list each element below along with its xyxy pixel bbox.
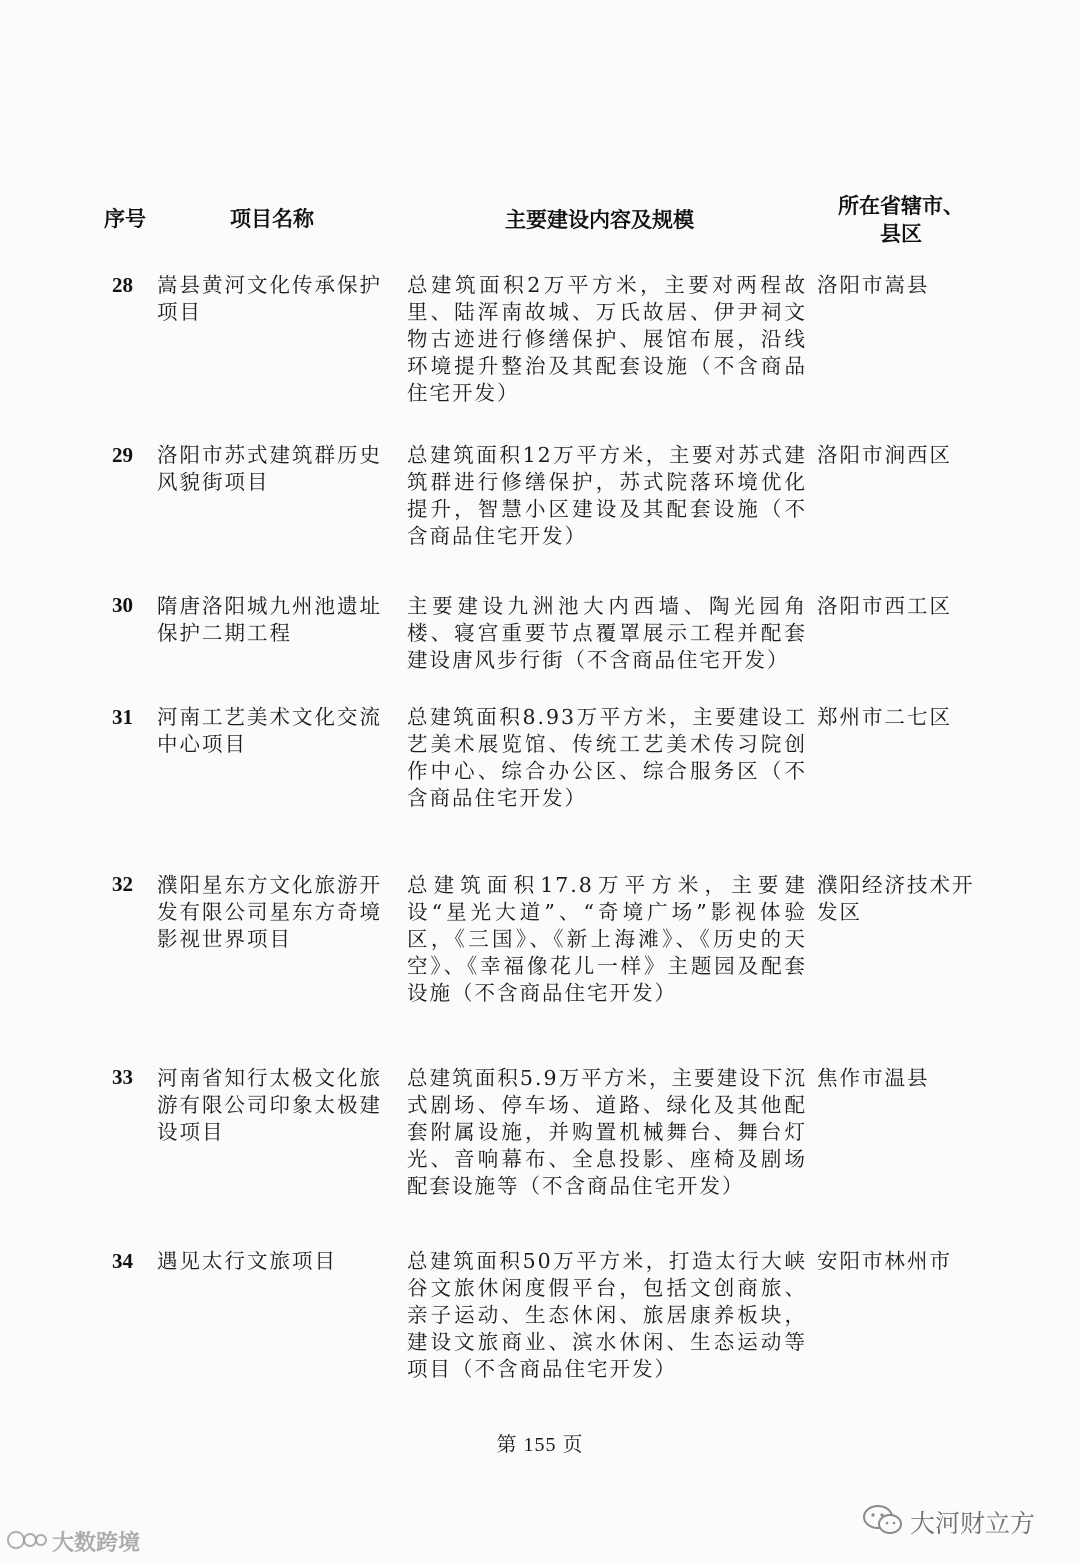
project-location: 洛阳市嵩县	[817, 273, 930, 297]
header-col-project-name: 项目名称	[230, 207, 314, 231]
project-name: 河南省知行太极文化旅游有限公司印象太极建设项目	[157, 1066, 382, 1144]
watermark-left	[6, 1522, 166, 1556]
page-number: 第 155 页	[496, 1434, 584, 1456]
project-name: 洛阳市苏式建筑群历史风貌街项目	[157, 443, 382, 494]
row-number: 28	[112, 273, 133, 297]
header-col-location-line1: 所在省辖市、	[838, 194, 964, 218]
project-name: 河南工艺美术文化交流中心项目	[157, 705, 382, 756]
row-number: 30	[112, 593, 133, 617]
watermark-right	[862, 1500, 1072, 1540]
project-content: 总建筑面积17.8万平方米，主要建设“星光大道”、“奇境广场”影视体验区，《三国》、《新上海滩》、《历史的天空》、《幸福像花儿一样》主题园及配套设施（不含商品住宅开发）	[407, 873, 807, 1005]
watermark-left-text: 大数跨境	[52, 1531, 141, 1556]
header-col-location-line2: 县区	[880, 222, 922, 246]
project-name: 濮阳星东方文化旅游开发有限公司星东方奇境影视世界项目	[157, 873, 382, 951]
row-number: 31	[112, 705, 133, 729]
project-content: 主要建设九洲池大内西墙、陶光园角楼、寝宫重要节点覆罩展示工程并配套建设唐风步行街（不含商品住宅开发）	[407, 594, 807, 672]
project-location: 安阳市林州市	[817, 1249, 952, 1273]
logo-icon	[6, 1528, 48, 1552]
wechat-icon	[862, 1504, 904, 1536]
watermark-right-text: 大河财立方	[910, 1509, 1036, 1538]
project-location: 焦作市温县	[817, 1066, 930, 1090]
project-content: 总建筑面积50万平方米，打造太行大峡谷文旅休闲度假平台，包括文创商旅、亲子运动、生态休闲、旅居康养板块，建设文旅商业、滨水休闲、生态运动等项目（不含商品住宅开发）	[407, 1249, 807, 1381]
project-content: 总建筑面积8.93万平方米，主要建设工艺美术展览馆、传统工艺美术传习院创作中心、综合办公区、综合服务区（不含商品住宅开发）	[407, 705, 807, 810]
row-number: 29	[112, 443, 133, 467]
project-location: 郑州市二七区	[817, 705, 952, 729]
row-number: 32	[112, 872, 133, 896]
project-location: 洛阳市西工区	[817, 594, 952, 618]
project-name: 嵩县黄河文化传承保护项目	[157, 273, 382, 324]
project-content: 总建筑面积2万平方米，主要对两程故里、陆浑南故城、万氏故居、伊尹祠文物古迹进行修缮保护、展馆布展，沿线环境提升整治及其配套设施（不含商品住宅开发）	[407, 273, 807, 405]
project-name: 隋唐洛阳城九州池遗址保护二期工程	[157, 594, 382, 645]
project-name: 遇见太行文旅项目	[157, 1249, 337, 1273]
project-content: 总建筑面积12万平方米，主要对苏式建筑群进行修缮保护，苏式院落环境优化提升，智慧小区建设及其配套设施（不含商品住宅开发）	[407, 443, 807, 548]
project-location: 洛阳市涧西区	[817, 443, 952, 467]
row-number: 34	[112, 1249, 133, 1273]
project-location: 濮阳经济技术开发区	[817, 873, 975, 924]
row-number: 33	[112, 1065, 133, 1089]
header-col-content: 主要建设内容及规模	[505, 208, 694, 232]
header-col-number: 序号	[104, 207, 146, 231]
project-content: 总建筑面积5.9万平方米，主要建设下沉式剧场、停车场、道路、绿化及其他配套附属设施，并购置机械舞台、舞台灯光、音响幕布、全息投影、座椅及剧场配套设施等（不含商品住宅开发）	[407, 1066, 807, 1198]
